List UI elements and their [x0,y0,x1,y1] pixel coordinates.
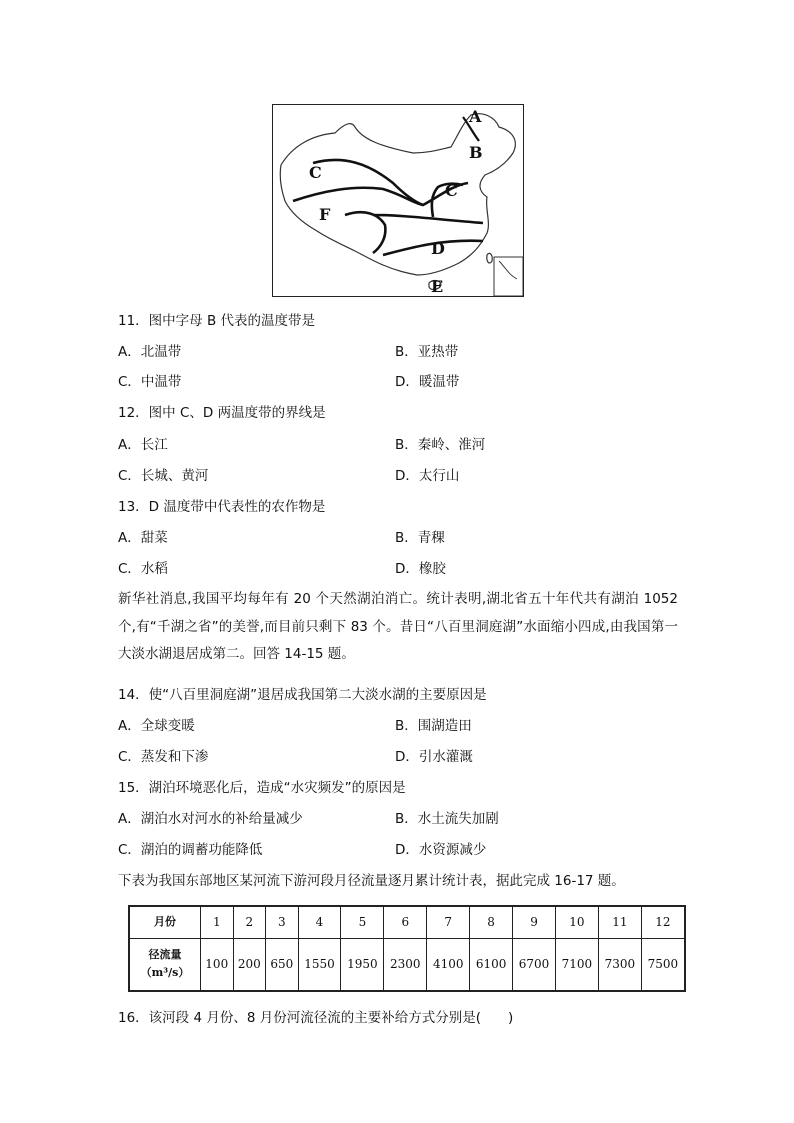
question-11-option-d: D．暖温带 [395,374,460,390]
question-13-option-c: C．水稻 [118,561,168,577]
map-label-a: A [469,107,482,126]
table-cell-month: 9 [513,906,556,938]
map-drawing [273,105,523,296]
table-cell-runoff: 7100 [555,938,598,991]
boundary-line-qinling [373,215,483,223]
reading-passage: 新华社消息,我国平均每年有 20 个天然湖泊消亡。统计表明,湖北省五十年代共有湖泊 1052 个,有“千湖之省”的美誉,而目前只剩下 83 个。昔日“八百里洞庭湖”水面缩小四成,由我国第一大淡水湖退居成第二。回答 14-15 题。 [118,591,678,662]
question-15-stem: 15．湖泊环境恶化后，造成“水灾频发”的原因是 [118,780,406,796]
question-14-stem: 14．使“八百里洞庭湖”退居成我国第二大淡水湖的主要原因是 [118,687,487,703]
table-cell-month: 8 [470,906,513,938]
inset-coast [499,261,517,279]
table-row-months [129,906,685,938]
table-cell-runoff: 6100 [470,938,513,991]
question-14-option-c: C．蒸发和下渗 [118,749,209,765]
table-header-month: 月份 [129,906,201,938]
table-cell-month: 2 [233,906,266,938]
question-16-stem: 16．该河段 4 月份、8 月份河流径流的主要补给方式分别是( ) [118,1010,514,1026]
map-label-b: B [469,143,483,162]
map-label-e: E [431,277,444,296]
table-cell-runoff: 200 [233,938,266,991]
question-11-option-c: C．中温带 [118,374,182,390]
question-12-option-c: C．长城、黄河 [118,468,209,484]
table-cell-month: 5 [341,906,384,938]
table-cell-month: 1 [201,906,234,938]
question-14-option-b: B．围湖造田 [395,718,472,734]
question-13-option-a: A．甜菜 [118,530,168,546]
question-14-option-a: A．全球变暖 [118,718,195,734]
question-11-stem: 11．图中字母 B 代表的温度带是 [118,313,316,329]
question-12-stem: 12．图中 C、D 两温度带的界线是 [118,405,326,421]
table-cell-runoff: 1950 [341,938,384,991]
map-label-c-east: C [445,181,458,200]
south-china-sea-inset [494,257,523,296]
table-cell-runoff: 7500 [641,938,685,991]
table-intro: 下表为我国东部地区某河流下游河段月径流量逐月累计统计表，据此完成 16-17 题。 [118,873,625,889]
question-15-option-a: A．湖泊水对河水的补给量减少 [118,811,303,827]
question-12-option-d: D．太行山 [395,468,460,484]
table-cell-month: 10 [555,906,598,938]
table-cell-runoff: 1550 [298,938,341,991]
question-12-option-b: B．秦岭、淮河 [395,437,486,453]
question-14-option-d: D．引水灌溉 [395,749,473,765]
question-15-option-d: D．水资源减少 [395,842,487,858]
map-label-d: D [431,239,445,258]
map-label-f: F [319,205,331,224]
question-13-option-b: B．青稞 [395,530,445,546]
table-row-runoff [129,938,685,991]
table-cell-runoff: 650 [266,938,299,991]
monthly-runoff-table [128,905,686,992]
table-cell-runoff: 6700 [513,938,556,991]
china-temperature-zone-map [272,104,524,297]
table-cell-month: 4 [298,906,341,938]
question-12-option-a: A．长江 [118,437,168,453]
question-15-option-b: B．水土流失加剧 [395,811,499,827]
question-11-option-b: B．亚热带 [395,344,459,360]
table-cell-month: 12 [641,906,685,938]
question-11-option-a: A．北温带 [118,344,182,360]
table-cell-month: 7 [427,906,470,938]
question-15-option-c: C．湖泊的调蓄功能降低 [118,842,263,858]
table-header-runoff [129,938,201,991]
table-header-runoff-unit: （m³/s） [140,966,190,980]
table-cell-month: 6 [384,906,427,938]
table-cell-runoff: 4100 [427,938,470,991]
table-cell-runoff: 2300 [384,938,427,991]
question-13-stem: 13．D 温度带中代表性的农作物是 [118,499,326,515]
boundary-line-f-plateau [345,212,385,253]
table-cell-month: 11 [598,906,641,938]
map-label-c-west: C [309,163,322,182]
table-cell-runoff: 100 [201,938,234,991]
table-header-runoff-line1: 径流量 [148,948,182,962]
table-cell-runoff: 7300 [598,938,641,991]
question-13-option-d: D．橡胶 [395,561,446,577]
taiwan-island [487,253,492,263]
table-cell-month: 3 [266,906,299,938]
